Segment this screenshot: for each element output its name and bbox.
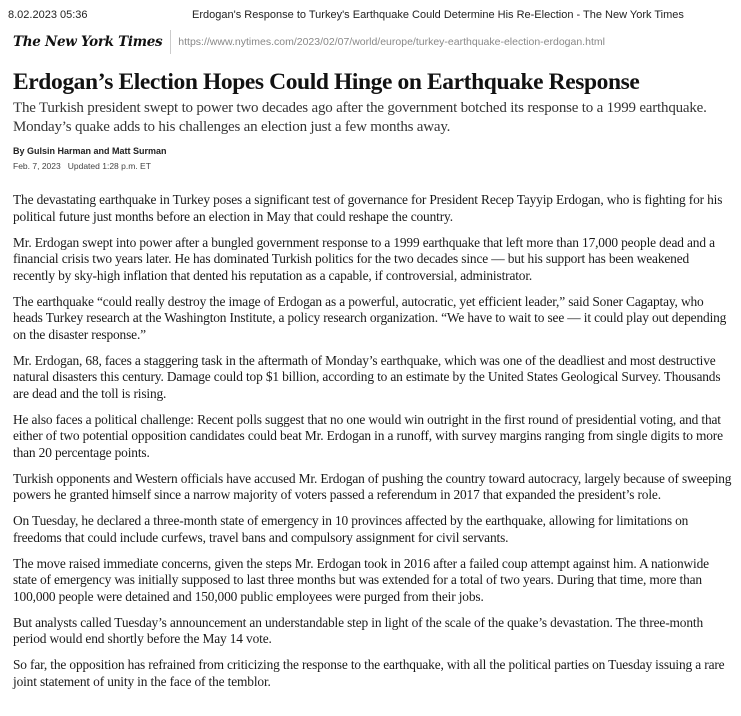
article-paragraph: Mr. Erdogan, 68, faces a staggering task in the aftermath of Monday’s earthquake, which was one of the deadliest and most destructive natural disasters this century. Damage could top $1 billion, according to an estimate by the United States Geological Survey. Thousands are dead and the toll is rising. bbox=[13, 352, 721, 401]
article-paragraph: Mr. Erdogan swept into power after a bungled government response to a 1999 earthquake that left more than 17,000 people dead and a financial crisis two years later. He has dominated Turkish politics for the two decades since — but his support has been weakened recently by sky-high inflation that dented his reputation as a capable, if controversial, administrator. bbox=[13, 234, 715, 283]
masthead bbox=[13, 30, 605, 54]
print-datetime: 8.02.2023 05:36 bbox=[8, 9, 88, 21]
article-paragraph: The earthquake “could really destroy the image of Erdogan as a powerful, autocratic, yet efficient leader,” said Soner Cagaptay, who heads Turkey research at the Washington Institute, a policy research organization. “We have to wait to see — it could play out depending on the disaster response.” bbox=[13, 293, 727, 342]
article-paragraph: Turkish opponents and Western officials have accused Mr. Erdogan of pushing the country toward autocracy, largely because of sweeping powers he granted himself since a narrow majority of voters passed a referendum in 2017 that expanded the president’s role. bbox=[13, 470, 732, 502]
article-headline: Erdogan’s Election Hopes Could Hinge on Earthquake Response bbox=[13, 69, 640, 95]
updated-time: Updated 1:28 p.m. ET bbox=[67, 161, 151, 171]
article-url[interactable]: https://www.nytimes.com/2023/02/07/world/europe/turkey-earthquake-election-erdogan.html bbox=[178, 36, 605, 48]
article-paragraph: On Tuesday, he declared a three-month state of emergency in 10 provinces affected by the earthquake, allowing for limitations on freedoms that could include curfews, travel bans and compulsory assignment for civil servants. bbox=[13, 513, 689, 545]
article-dateline bbox=[13, 161, 151, 171]
article-body bbox=[13, 192, 733, 700]
print-header bbox=[8, 9, 733, 23]
article-summary: The Turkish president swept to power two decades ago after the government botched its response to a 1999 earthquake. Monday’s quake adds to his challenges an election just a few months away. bbox=[13, 100, 707, 135]
article-paragraph: But analysts called Tuesday’s announcement an understandable step in light of the scale of the quake’s devastation. The three-month period would end shortly before the May 14 vote. bbox=[13, 614, 704, 646]
publish-date: Feb. 7, 2023 bbox=[13, 161, 61, 171]
article-paragraph: He also faces a political challenge: Recent polls suggest that no one would win outright in the first round of presidential voting, and that either of two potential opposition candidates could beat Mr. Erdogan in a runoff, with survey margins ranging from single digits to more than 20 percentage points. bbox=[13, 411, 723, 460]
article-paragraph: So far, the opposition has refrained from criticizing the response to the earthquake, with all the political parties on Tuesday issuing a rare joint statement of unity in the face of the temblor. bbox=[13, 657, 725, 689]
print-page-title: Erdogan's Response to Turkey's Earthquake Could Determine His Re-Election - The New York Times bbox=[192, 9, 684, 21]
article-paragraph: The move raised immediate concerns, given the steps Mr. Erdogan took in 2016 after a failed coup attempt against him. A nationwide state of emergency was initially supposed to last three months but was extended for a total of two years. During that time, more than 100,000 people were detained and 150,000 public employees were purged from their jobs. bbox=[13, 555, 709, 604]
nyt-logo[interactable]: The New York Times bbox=[13, 34, 163, 50]
masthead-divider bbox=[170, 30, 171, 54]
article-byline: By Gulsin Harman and Matt Surman bbox=[13, 146, 167, 156]
article-paragraph: The devastating earthquake in Turkey poses a significant test of governance for President Recep Tayyip Erdogan, who is fighting for his political future just months before an election in May that could reshape the country. bbox=[13, 192, 723, 224]
